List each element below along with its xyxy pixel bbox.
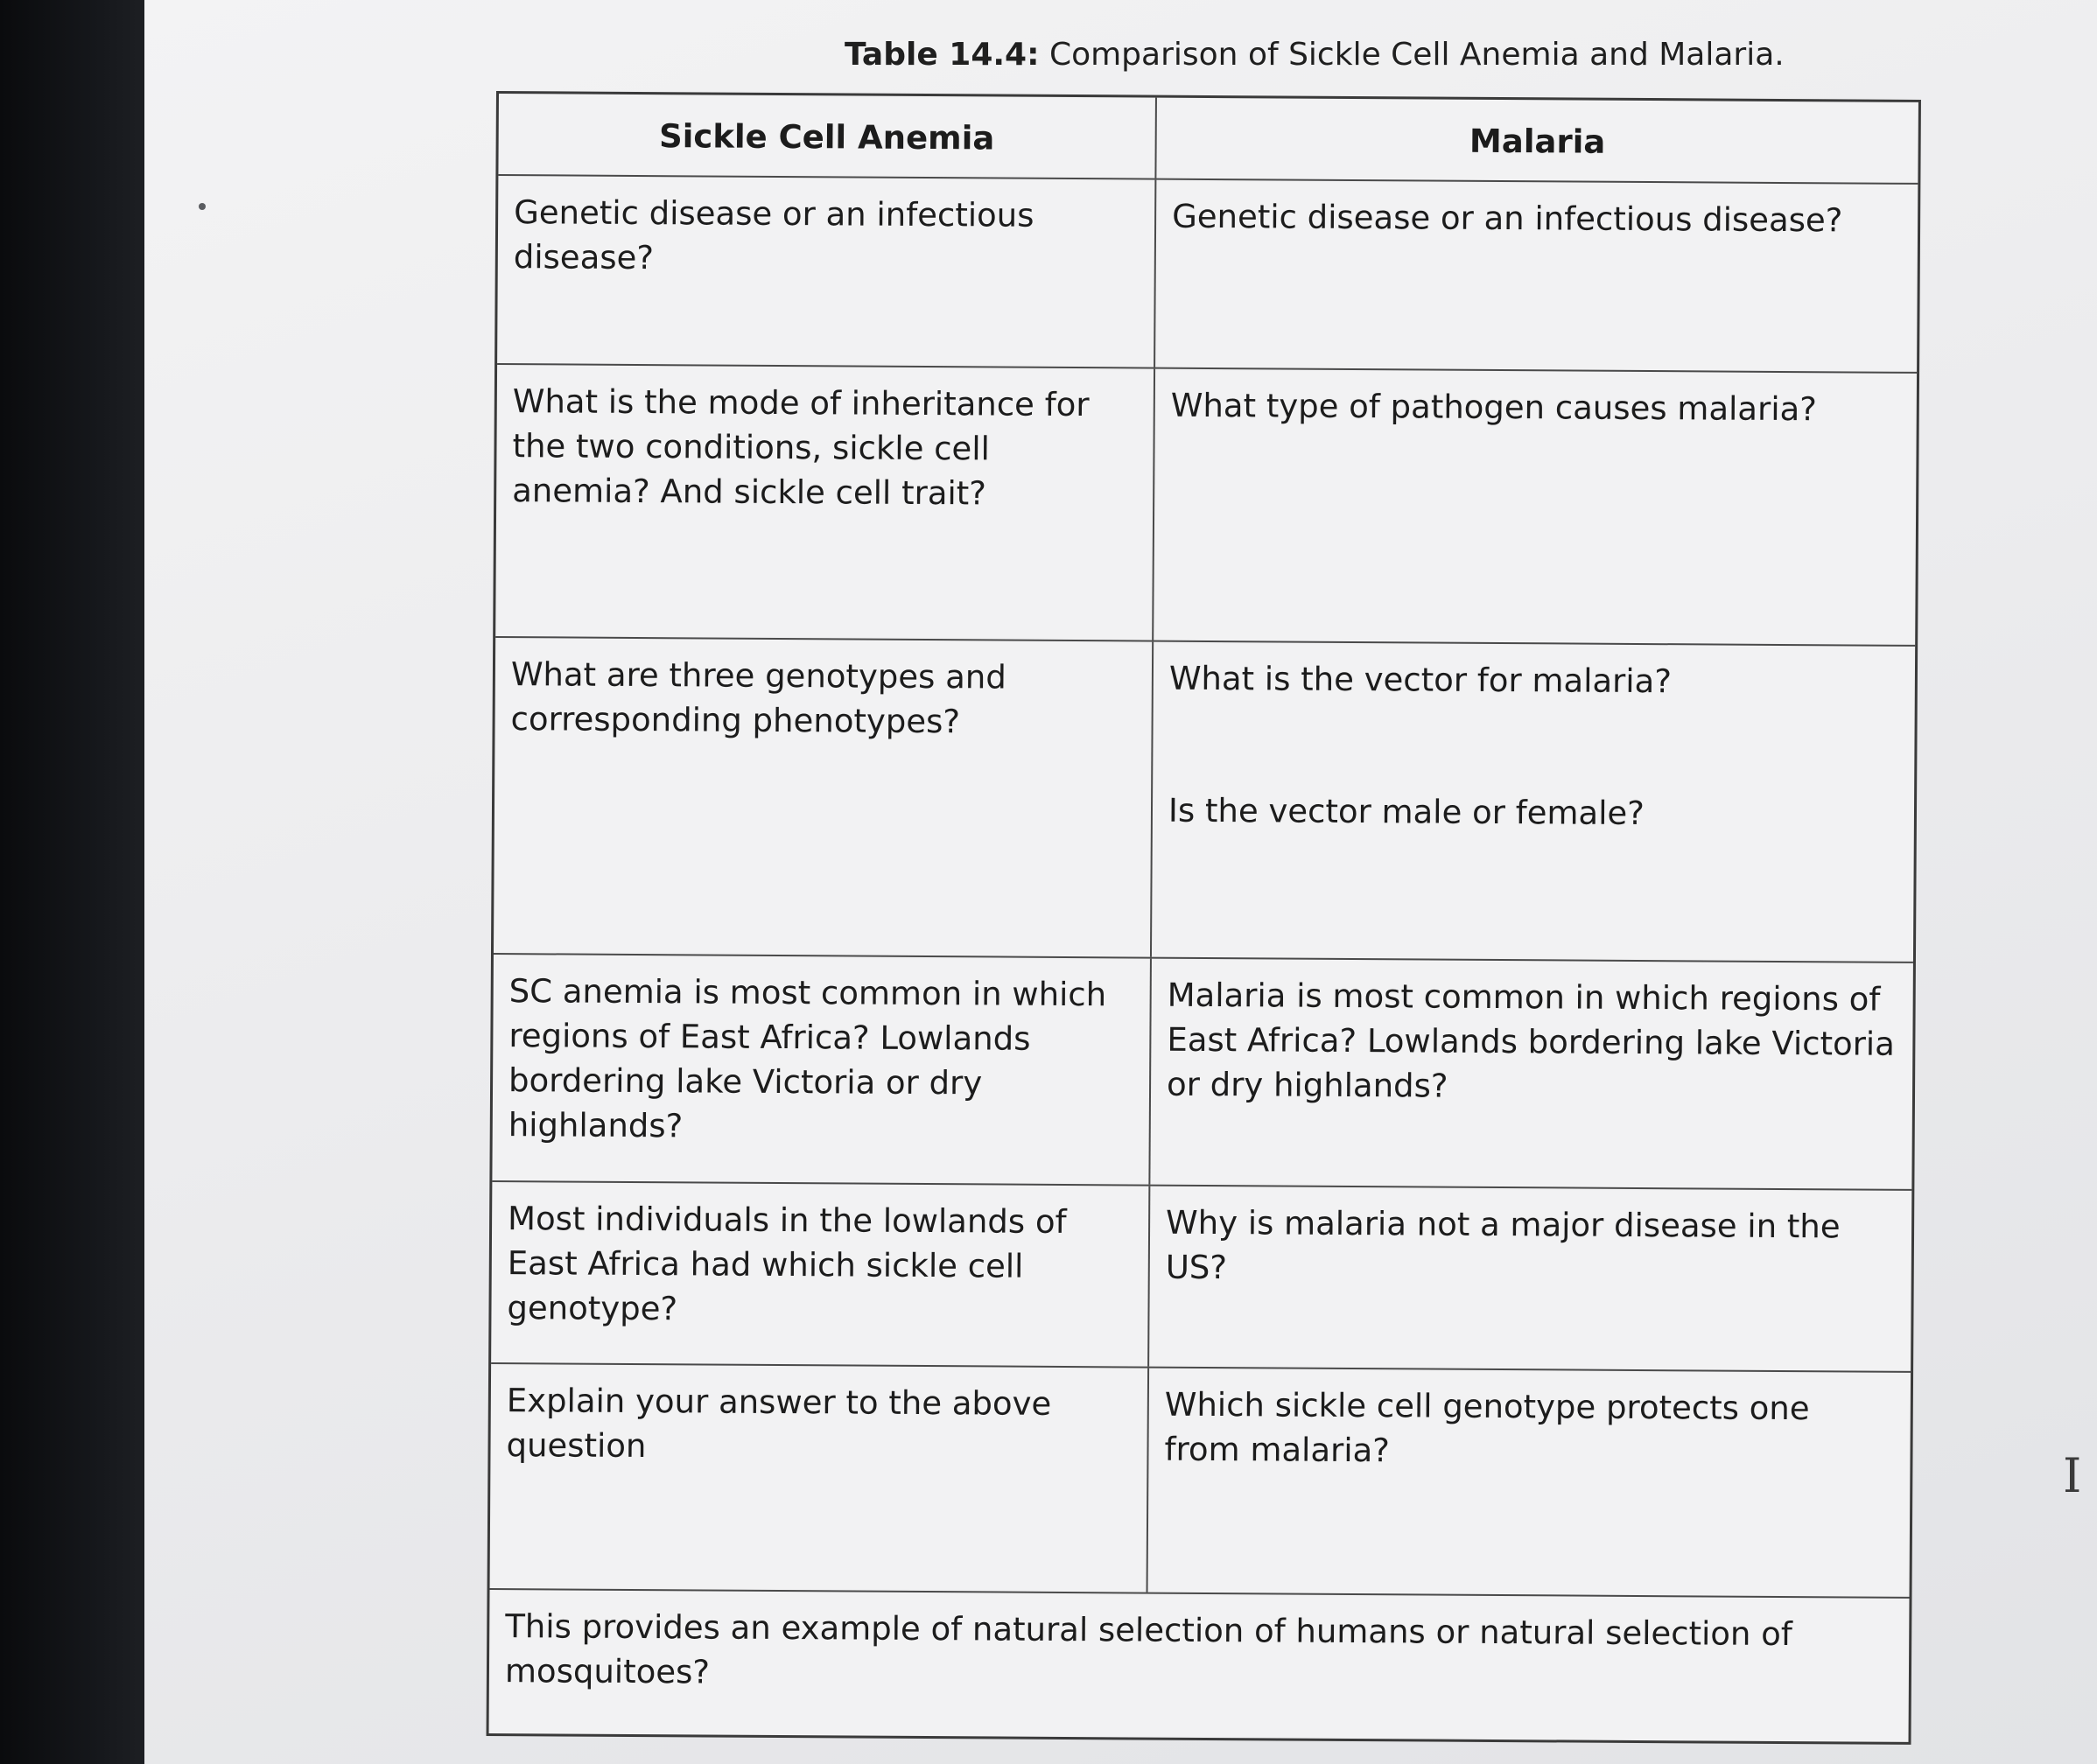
vector-sex-question: Is the vector male or female? bbox=[1168, 791, 1645, 833]
question-cell[interactable] bbox=[1152, 642, 1915, 962]
table-number: Table 14.4: bbox=[845, 37, 1040, 73]
footer-row bbox=[489, 1590, 1910, 1742]
question-cell[interactable]: Which sickle cell genotype protects one from malaria? bbox=[1164, 1385, 1810, 1470]
header-row bbox=[498, 94, 1918, 185]
question-cell[interactable]: What are three genotypes and corresponding phenotypes? bbox=[494, 638, 1154, 957]
header-sickle-cell: Sickle Cell Anemia bbox=[498, 94, 1157, 178]
table-caption bbox=[845, 37, 1785, 73]
table-row bbox=[494, 638, 1915, 963]
table-row bbox=[497, 176, 1918, 374]
footer-question-cell[interactable]: This provides an example of natural selection of humans or natural selection of mosquitoes? bbox=[504, 1607, 1793, 1691]
question-cell[interactable]: Genetic disease or an infectious disease? bbox=[497, 176, 1156, 368]
question-cell[interactable]: Why is malaria not a major disease in the US? bbox=[1165, 1203, 1841, 1287]
screen bbox=[144, 0, 2097, 1764]
text-cursor-icon: I bbox=[2063, 1448, 2082, 1503]
vector-question: What is the vector for malaria? bbox=[1168, 659, 1673, 701]
question-cell[interactable]: Malaria is most common in which regions of East Africa? Lowlands bordering lake Victoria or dry highlands? bbox=[1166, 976, 1895, 1105]
table-row bbox=[495, 365, 1917, 647]
question-cell[interactable]: Genetic disease or an infectious disease? bbox=[1172, 197, 1843, 240]
comparison-table bbox=[487, 91, 1921, 1745]
question-cell[interactable]: Most individuals in the lowlands of East Africa had which sickle cell genotype? bbox=[491, 1182, 1150, 1367]
table-row bbox=[490, 1364, 1911, 1599]
dust-speck bbox=[199, 203, 206, 210]
question-cell[interactable]: Explain your answer to the above question bbox=[490, 1364, 1150, 1592]
table-row bbox=[491, 1182, 1911, 1373]
question-cell[interactable]: What type of pathogen causes malaria? bbox=[1170, 386, 1817, 429]
monitor-bezel bbox=[0, 0, 144, 1764]
header-malaria: Malaria bbox=[1469, 122, 1606, 161]
question-cell[interactable]: What is the mode of inheritance for the two conditions, sickle cell anemia? And sickle cell trait? bbox=[495, 365, 1155, 640]
table-row bbox=[492, 955, 1913, 1191]
table-title: Comparison of Sickle Cell Anemia and Malaria. bbox=[1048, 37, 1785, 73]
question-cell[interactable]: SC anemia is most common in which regions of East Africa? Lowlands bordering lake Victoria or dry highlands? bbox=[492, 955, 1152, 1185]
